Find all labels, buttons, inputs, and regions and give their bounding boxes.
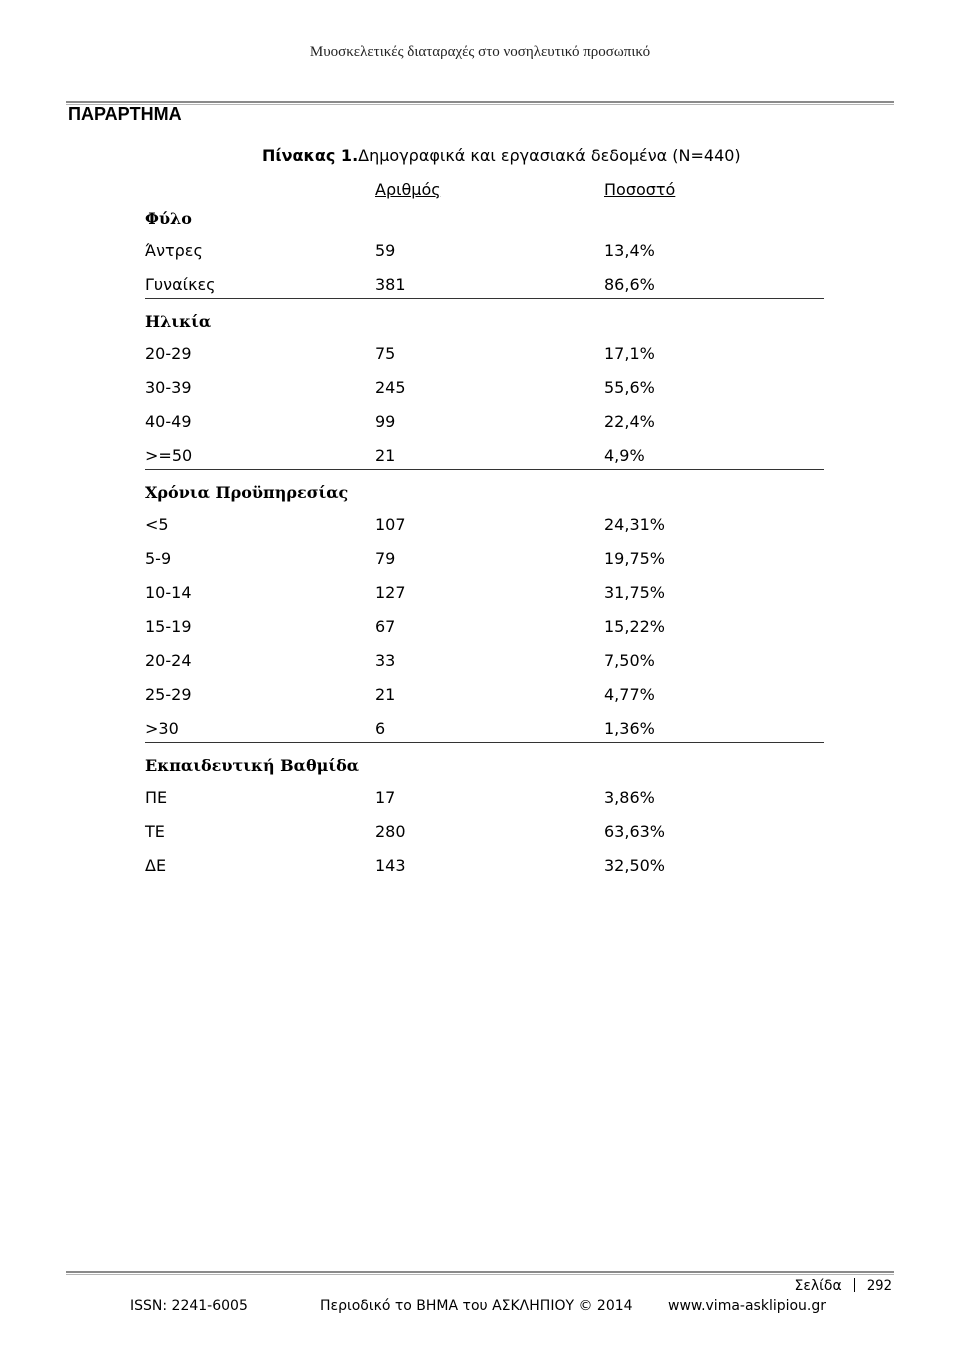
row-label: Άντρες (145, 241, 203, 260)
table-row (145, 538, 824, 572)
table-caption (262, 146, 741, 165)
row-count: 245 (375, 378, 406, 397)
table-row (145, 264, 824, 298)
row-percent: 55,6% (604, 378, 655, 397)
row-count: 17 (375, 788, 396, 807)
row-label: >=50 (145, 446, 193, 465)
row-count: 143 (375, 856, 406, 875)
table-row (145, 572, 824, 606)
row-label: 20-24 (145, 651, 192, 670)
footer-journal: Περιοδικό το ΒΗΜΑ του ΑΣΚΛΗΠΙΟΥ © 2014 (320, 1298, 633, 1314)
row-percent: 4,77% (604, 685, 655, 704)
demographics-table (145, 196, 824, 879)
row-percent: 15,22% (604, 617, 666, 636)
page-label: Σελίδα (794, 1278, 842, 1294)
row-label: 25-29 (145, 685, 192, 704)
row-percent: 63,63% (604, 822, 666, 841)
row-label: >30 (145, 719, 179, 738)
row-count: 21 (375, 685, 396, 704)
appendix-title: ΠΑΡΑΡΤΗΜΑ (68, 104, 182, 124)
section-education-level (145, 743, 824, 879)
table-row (145, 845, 824, 879)
table-caption-label: Πίνακας 1. (262, 146, 359, 165)
row-label: 40-49 (145, 412, 192, 431)
header-divider-thin (66, 104, 894, 105)
row-label: ΔΕ (145, 856, 167, 875)
section-years-of-service (145, 470, 824, 743)
table-row (145, 435, 824, 469)
row-label: 10-14 (145, 583, 192, 602)
table-row (145, 504, 824, 538)
row-percent: 4,9% (604, 446, 645, 465)
row-percent: 3,86% (604, 788, 655, 807)
row-label: 20-29 (145, 344, 192, 363)
row-count: 99 (375, 412, 396, 431)
row-percent: 19,75% (604, 549, 666, 568)
running-header: Μυοσκελετικές διαταραχές στο νοσηλευτικό προσωπικό (309, 44, 651, 60)
row-count: 107 (375, 515, 406, 534)
row-percent: 24,31% (604, 515, 666, 534)
row-label: 15-19 (145, 617, 192, 636)
table-caption-text: Δημογραφικά και εργασιακά δεδομένα (Ν=440) (358, 146, 741, 165)
section-title: Φύλο (145, 209, 192, 228)
row-percent: 1,36% (604, 719, 655, 738)
page-number-value: 292 (866, 1278, 892, 1294)
section-age (145, 299, 824, 470)
row-label: Γυναίκες (145, 275, 216, 294)
row-label: 30-39 (145, 378, 192, 397)
section-gender (145, 196, 824, 299)
row-count: 6 (375, 719, 386, 738)
table-row (145, 674, 824, 708)
row-count: 280 (375, 822, 406, 841)
row-percent: 17,1% (604, 344, 655, 363)
page-separator (854, 1278, 855, 1292)
table-row (145, 708, 824, 742)
footer-website: www.vima-asklipiou.gr (668, 1298, 827, 1314)
table-row (145, 401, 824, 435)
table-row (145, 777, 824, 811)
section-title: Εκπαιδευτική Βαθμίδα (145, 756, 360, 775)
column-header-count: Αριθμός (375, 180, 441, 199)
row-percent: 86,6% (604, 275, 655, 294)
page-number (794, 1278, 892, 1294)
row-percent: 13,4% (604, 241, 655, 260)
row-count: 75 (375, 344, 396, 363)
row-percent: 32,50% (604, 856, 666, 875)
table-row (145, 367, 824, 401)
row-count: 59 (375, 241, 396, 260)
table-row (145, 606, 824, 640)
footer-issn: ISSN: 2241-6005 (130, 1298, 248, 1314)
footer-divider (66, 1271, 894, 1273)
footer-divider-thin (66, 1274, 894, 1275)
table-row (145, 230, 824, 264)
row-percent: 22,4% (604, 412, 655, 431)
row-percent: 31,75% (604, 583, 666, 602)
row-label: <5 (145, 515, 169, 534)
column-header-percent: Ποσοστό (604, 180, 676, 199)
table-row (145, 640, 824, 674)
row-label: ΠΕ (145, 788, 168, 807)
header-divider (66, 101, 894, 103)
section-title: Χρόνια Προϋπηρεσίας (145, 483, 349, 502)
row-label: 5-9 (145, 549, 172, 568)
row-count: 67 (375, 617, 396, 636)
row-count: 33 (375, 651, 396, 670)
section-title: Ηλικία (145, 312, 212, 331)
row-count: 127 (375, 583, 406, 602)
row-count: 21 (375, 446, 396, 465)
row-count: 381 (375, 275, 406, 294)
row-label: ΤΕ (145, 822, 165, 841)
row-percent: 7,50% (604, 651, 655, 670)
table-row (145, 811, 824, 845)
row-count: 79 (375, 549, 396, 568)
table-row (145, 333, 824, 367)
